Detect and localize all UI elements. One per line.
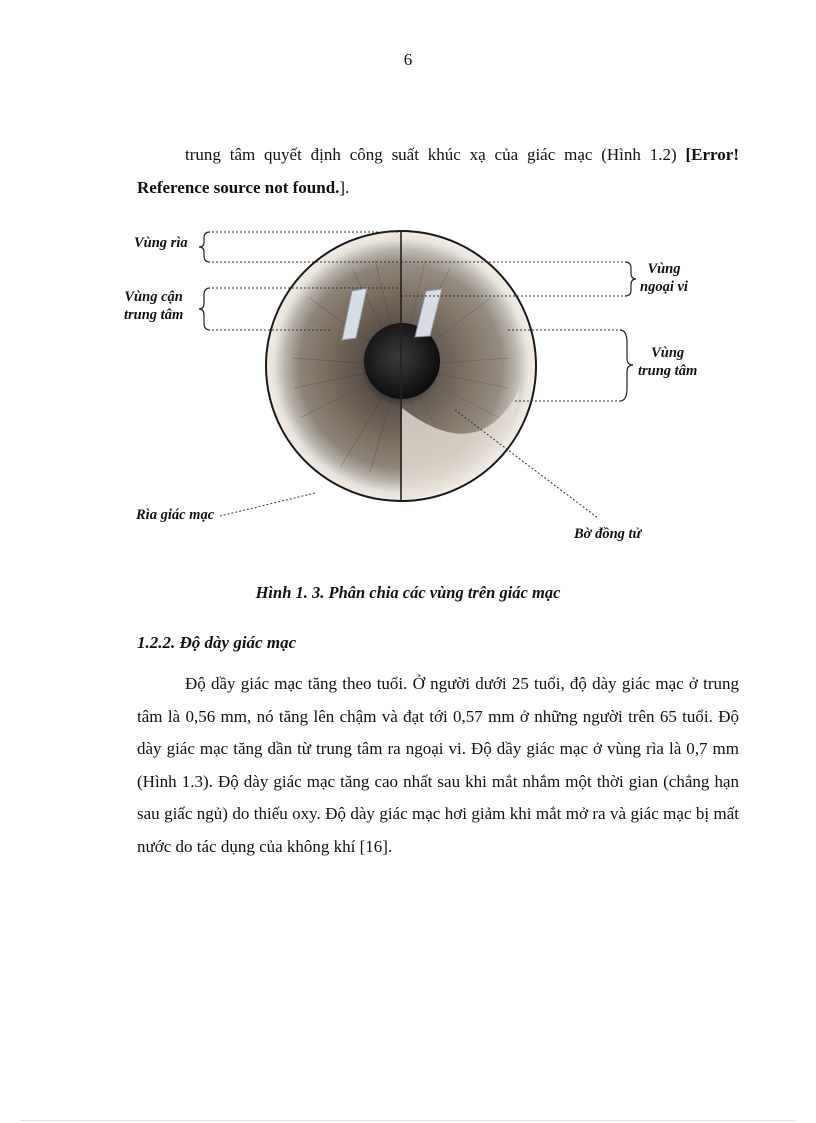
page-number: 6 — [403, 50, 413, 69]
page-bottom-border — [20, 1120, 796, 1121]
label-vung-ngoai-vi-line1: Vùng — [647, 261, 681, 277]
reference-error: Error! Reference source not found. — [137, 145, 740, 197]
reference-open: [ — [685, 145, 692, 164]
label-bo-dong-tu: Bờ đồng tử — [574, 526, 642, 542]
label-vung-trung-tam-line1: Vùng — [651, 345, 685, 361]
section-paragraph: Độ dầy giác mạc tăng theo tuổi. Ở người dưới 25 tuổi, độ dày giác mạc ở trung tâm là 0,56 mm, nó tăng lên chậm và đạt tới 0,57 mm ở những người trên 65 tuổi. Độ dày giác mạc tăng dần từ trung tâm ra ngoại vi. Độ dầy giác mạc ở vùng rìa là 0,7 mm (Hình 1.3). Độ dày giác mạc tăng cao nhất sau khi mắt nhắm một thời gian (chẳng hạn sau giấc ngủ) do thiếu oxy. Độ dày giác mạc hơi giảm khi mắt mở ra và giác mạc bị mất nước do tác dụng của không khí [16]. — [137, 674, 739, 856]
label-vung-trung-tam — [638, 344, 697, 380]
label-vung-can-trung-tam-line2: trung tâm — [124, 307, 184, 323]
label-ria-giac-mac: Rìa giác mạc — [136, 507, 215, 523]
intro-paragraph — [137, 139, 739, 204]
section-heading: 1.2.2. Độ dày giác mạc — [137, 633, 297, 652]
intro-text: trung tâm quyết định công suất khúc xạ của giác mạc (Hình 1.2) — [185, 145, 677, 164]
label-vung-can-trung-tam — [124, 288, 183, 324]
figure-caption: Hình 1. 3. Phân chia các vùng trên giác mạc — [255, 583, 561, 602]
label-vung-can-trung-tam-line1: Vùng cận — [124, 289, 183, 305]
label-vung-trung-tam-line2: trung tâm — [638, 363, 698, 379]
label-vung-ngoai-vi — [640, 260, 688, 296]
reference-close: ]. — [339, 177, 350, 197]
label-vung-ria: Vùng rìa — [134, 235, 188, 251]
label-vung-ngoai-vi-line2: ngoại vi — [640, 279, 688, 295]
cornea-figure — [120, 218, 720, 558]
